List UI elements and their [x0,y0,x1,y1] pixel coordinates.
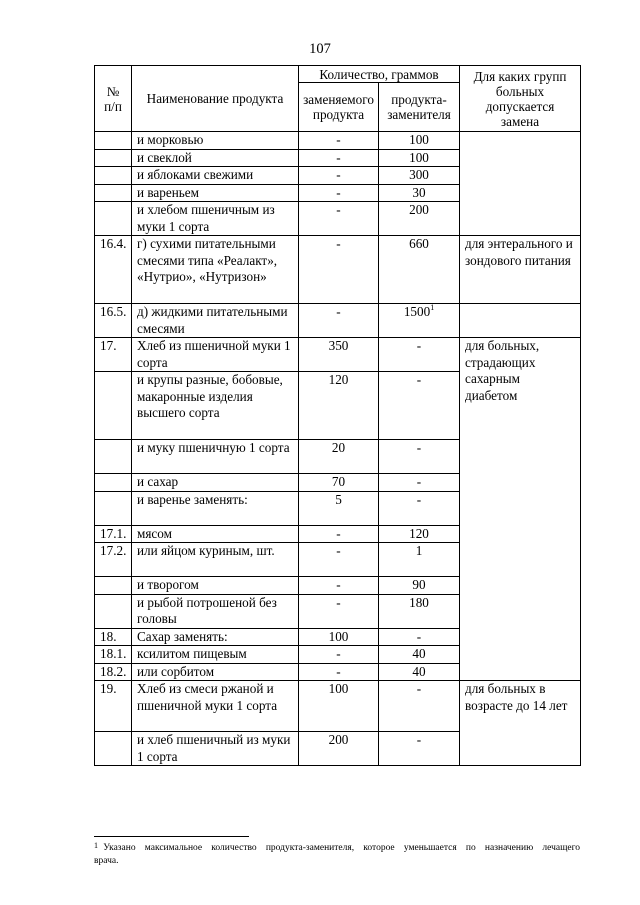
substitute-qty: - [379,474,460,492]
replaced-qty: - [299,167,379,185]
product-name: и варенье заменять: [132,491,299,525]
product-name: и муку пшеничную 1 сорта [132,440,299,474]
row-number [95,491,132,525]
substitute-qty [379,304,460,338]
product-name: и творогом [132,577,299,595]
substitute-qty: 660 [379,236,460,304]
row-number: 16.4. [95,236,132,304]
substitute-qty: 40 [379,663,460,681]
table-row [95,236,581,304]
substitute-qty: 40 [379,646,460,664]
table-row [95,132,581,150]
replaced-qty: - [299,525,379,543]
substitute-qty: - [379,491,460,525]
substitute-qty: 300 [379,167,460,185]
substitute-qty: - [379,372,460,440]
patient-group [460,132,581,236]
substitute-qty: 100 [379,149,460,167]
header-num: № п/п [95,66,132,132]
row-number: 17.2. [95,543,132,577]
row-number [95,202,132,236]
product-name: и морковью [132,132,299,150]
replaced-qty: - [299,577,379,595]
row-number: 18.1. [95,646,132,664]
patient-group: для энтерального и зондового питания [460,236,581,304]
substitute-qty: - [379,681,460,732]
footnote-marker: 1 [94,841,98,850]
row-number: 16.5. [95,304,132,338]
product-name: и хлеб пшеничный из муки 1 сорта [132,732,299,766]
replaced-qty: 20 [299,440,379,474]
replaced-qty: 100 [299,628,379,646]
replaced-qty: 120 [299,372,379,440]
row-number: 17.1. [95,525,132,543]
row-number [95,577,132,595]
replaced-qty: - [299,646,379,664]
row-number [95,132,132,150]
substitute-qty: 120 [379,525,460,543]
row-number: 18. [95,628,132,646]
patient-group [460,304,581,338]
replaced-qty: - [299,304,379,338]
product-name: Хлеб из пшеничной муки 1 сорта [132,338,299,372]
row-number [95,167,132,185]
product-name: и хлебом пшеничным из муки 1 сорта [132,202,299,236]
footnote-separator [94,836,249,837]
substitute-qty: 30 [379,184,460,202]
header-groups: Для каких групп больных допускается замена [460,66,581,132]
product-name: ксилитом пищевым [132,646,299,664]
header-name: Наименование продукта [132,66,299,132]
row-number [95,149,132,167]
header-qty: Количество, граммов [299,66,460,83]
replaced-qty: 100 [299,681,379,732]
product-name: или сорбитом [132,663,299,681]
product-name: и рыбой потрошеной без головы [132,594,299,628]
product-name: Хлеб из смеси ржаной и пшеничной муки 1 сорта [132,681,299,732]
substitute-qty: - [379,628,460,646]
substitute-qty: 180 [379,594,460,628]
row-number: 18.2. [95,663,132,681]
replaced-qty: - [299,149,379,167]
row-number [95,184,132,202]
replaced-qty: - [299,663,379,681]
substitute-qty-value: 1500 [403,304,431,319]
substitute-qty: - [379,732,460,766]
replaced-qty: - [299,202,379,236]
substitute-qty: 90 [379,577,460,595]
patient-group: для больных, страдающих сахарным диабетом [460,338,581,681]
product-name: Сахар заменять: [132,628,299,646]
product-name: г) сухими питательными смесями типа «Реалакт», «Нутрио», «Нутризон» [132,236,299,304]
row-number [95,474,132,492]
row-number [95,732,132,766]
replaced-qty: - [299,184,379,202]
product-name: и сахар [132,474,299,492]
row-number [95,440,132,474]
page-number: 107 [309,41,331,57]
product-name: д) жидкими питательными смесями [132,304,299,338]
replaced-qty: - [299,594,379,628]
substitute-qty: 200 [379,202,460,236]
replaced-qty: - [299,543,379,577]
product-name: и свеклой [132,149,299,167]
product-name: и яблоками свежими [132,167,299,185]
row-number [95,594,132,628]
footnote-text: Указано максимальное количество продукта-заменителя, которое уменьшается по назначению лечащего врача. [94,843,581,866]
product-name: или яйцом куриным, шт. [132,543,299,577]
replaced-qty: 200 [299,732,379,766]
substitution-table [94,65,581,766]
replaced-qty: - [299,132,379,150]
table-row [95,304,581,338]
header-qty-replaced: заменяемого продукта [299,83,379,132]
footnote-ref: 1 [430,303,435,312]
product-name: мясом [132,525,299,543]
substitute-qty: 1 [379,543,460,577]
row-number [95,372,132,440]
row-number: 19. [95,681,132,732]
header-qty-substitute: продукта-заменителя [379,83,460,132]
replaced-qty: 350 [299,338,379,372]
product-name: и вареньем [132,184,299,202]
product-name: и крупы разные, бобовые, макаронные изделия высшего сорта [132,372,299,440]
substitute-qty: - [379,338,460,372]
patient-group: для больных в возрасте до 14 лет [460,681,581,766]
substitute-qty: - [379,440,460,474]
table-row [95,338,581,372]
replaced-qty: 5 [299,491,379,525]
replaced-qty: - [299,236,379,304]
footnote [94,842,580,868]
substitute-qty: 100 [379,132,460,150]
replaced-qty: 70 [299,474,379,492]
table-row [95,681,581,732]
row-number: 17. [95,338,132,372]
